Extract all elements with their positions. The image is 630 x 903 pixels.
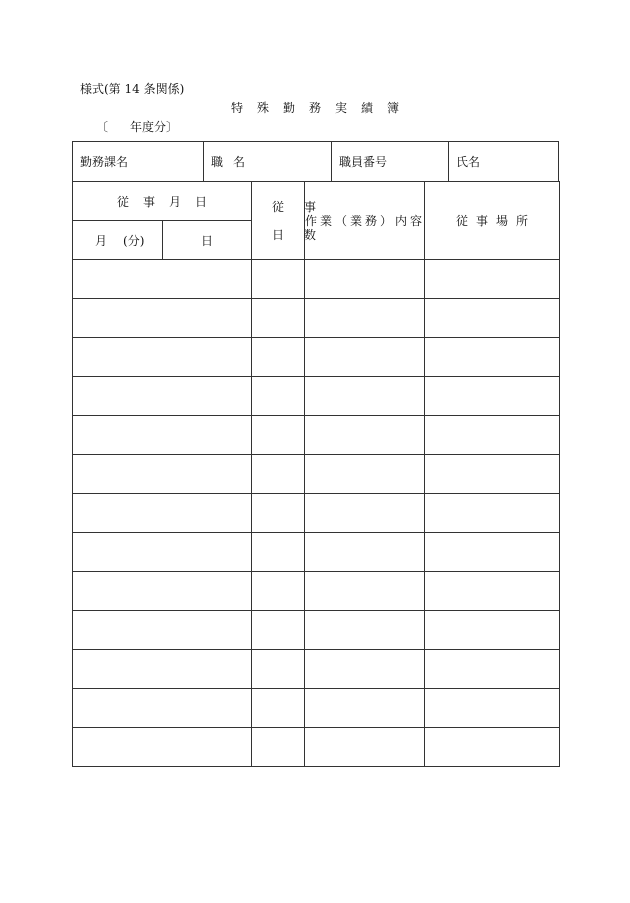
work-date-header (73, 182, 252, 221)
work-content-cell[interactable] (305, 377, 425, 416)
work-days-label-bottom: 日数 (272, 227, 337, 242)
fiscal-year-label: 年度分〕 (130, 120, 179, 134)
work-days-header (252, 182, 337, 260)
work-date-cell[interactable] (73, 728, 252, 767)
work-days-cell[interactable] (252, 572, 305, 611)
work-date-label: 従事月日 (117, 194, 222, 209)
work-location-cell[interactable] (425, 260, 560, 299)
table-row (73, 455, 560, 494)
work-content-cell[interactable] (305, 611, 425, 650)
work-content-cell[interactable] (305, 338, 425, 377)
work-location-cell[interactable] (425, 416, 560, 455)
employee-info-row (72, 141, 559, 182)
work-content-cell[interactable] (305, 650, 425, 689)
work-location-cell[interactable] (425, 494, 560, 533)
fiscal-year-line (96, 118, 178, 135)
work-record-body (73, 260, 560, 767)
work-days-cell[interactable] (252, 338, 305, 377)
work-record-table (72, 181, 560, 767)
work-location-header (425, 182, 560, 260)
work-days-cell[interactable] (252, 260, 305, 299)
table-row (73, 572, 560, 611)
work-date-cell[interactable] (73, 533, 252, 572)
table-row (73, 416, 560, 455)
table-row (73, 650, 560, 689)
table-row (73, 689, 560, 728)
work-location-cell[interactable] (425, 377, 560, 416)
table-row (73, 338, 560, 377)
work-date-cell[interactable] (73, 689, 252, 728)
work-date-cell[interactable] (73, 572, 252, 611)
work-date-cell[interactable] (73, 611, 252, 650)
work-content-cell[interactable] (305, 689, 425, 728)
employee-number-label: 職員番号 (339, 155, 388, 169)
work-content-cell[interactable] (305, 494, 425, 533)
work-location-cell[interactable] (425, 572, 560, 611)
work-days-cell[interactable] (252, 416, 305, 455)
page-title: 特殊勤務実績簿 (230, 101, 413, 115)
work-content-cell[interactable] (305, 728, 425, 767)
work-days-cell[interactable] (252, 533, 305, 572)
position-field[interactable] (204, 142, 332, 181)
table-row (73, 494, 560, 533)
work-location-cell[interactable] (425, 338, 560, 377)
work-date-cell[interactable] (73, 260, 252, 299)
work-date-cell[interactable] (73, 494, 252, 533)
month-label: 月 (95, 233, 108, 248)
work-content-cell[interactable] (305, 416, 425, 455)
work-location-cell[interactable] (425, 455, 560, 494)
work-date-cell[interactable] (73, 455, 252, 494)
work-location-cell[interactable] (425, 533, 560, 572)
work-content-cell[interactable] (305, 455, 425, 494)
work-days-cell[interactable] (252, 728, 305, 767)
month-unit-label: (分) (123, 233, 145, 248)
department-field[interactable] (73, 142, 204, 181)
table-row (73, 611, 560, 650)
form-reference: 様式(第 14 条関係) (80, 82, 185, 96)
work-location-cell[interactable] (425, 299, 560, 338)
work-location-label: 従事場所 (456, 214, 537, 228)
work-date-cell[interactable] (73, 416, 252, 455)
work-days-cell[interactable] (252, 611, 305, 650)
work-days-cell[interactable] (252, 689, 305, 728)
month-header (73, 221, 163, 260)
work-date-cell[interactable] (73, 299, 252, 338)
table-row (73, 533, 560, 572)
day-label: 日 (201, 233, 214, 248)
table-row (73, 377, 560, 416)
work-content-cell[interactable] (305, 533, 425, 572)
table-row (73, 299, 560, 338)
name-field[interactable] (449, 142, 558, 181)
work-content-cell[interactable] (305, 299, 425, 338)
employee-number-field[interactable] (332, 142, 449, 181)
work-date-cell[interactable] (73, 650, 252, 689)
position-label: 職名 (211, 155, 256, 169)
work-date-cell[interactable] (73, 338, 252, 377)
work-location-cell[interactable] (425, 728, 560, 767)
work-days-cell[interactable] (252, 455, 305, 494)
work-location-cell[interactable] (425, 611, 560, 650)
work-days-cell[interactable] (252, 494, 305, 533)
table-row (73, 728, 560, 767)
work-date-cell[interactable] (73, 377, 252, 416)
name-label: 氏名 (456, 155, 481, 169)
work-location-cell[interactable] (425, 650, 560, 689)
work-content-label: 作業（業務）内容 (305, 214, 426, 228)
day-header (163, 221, 252, 260)
fiscal-year-bracket: 〔 (96, 120, 109, 134)
work-days-cell[interactable] (252, 299, 305, 338)
work-days-cell[interactable] (252, 650, 305, 689)
work-content-cell[interactable] (305, 260, 425, 299)
work-content-cell[interactable] (305, 572, 425, 611)
work-days-cell[interactable] (252, 377, 305, 416)
table-row (73, 260, 560, 299)
work-location-cell[interactable] (425, 689, 560, 728)
work-days-label-top: 従事 (272, 199, 337, 214)
department-label: 勤務課名 (80, 155, 129, 169)
